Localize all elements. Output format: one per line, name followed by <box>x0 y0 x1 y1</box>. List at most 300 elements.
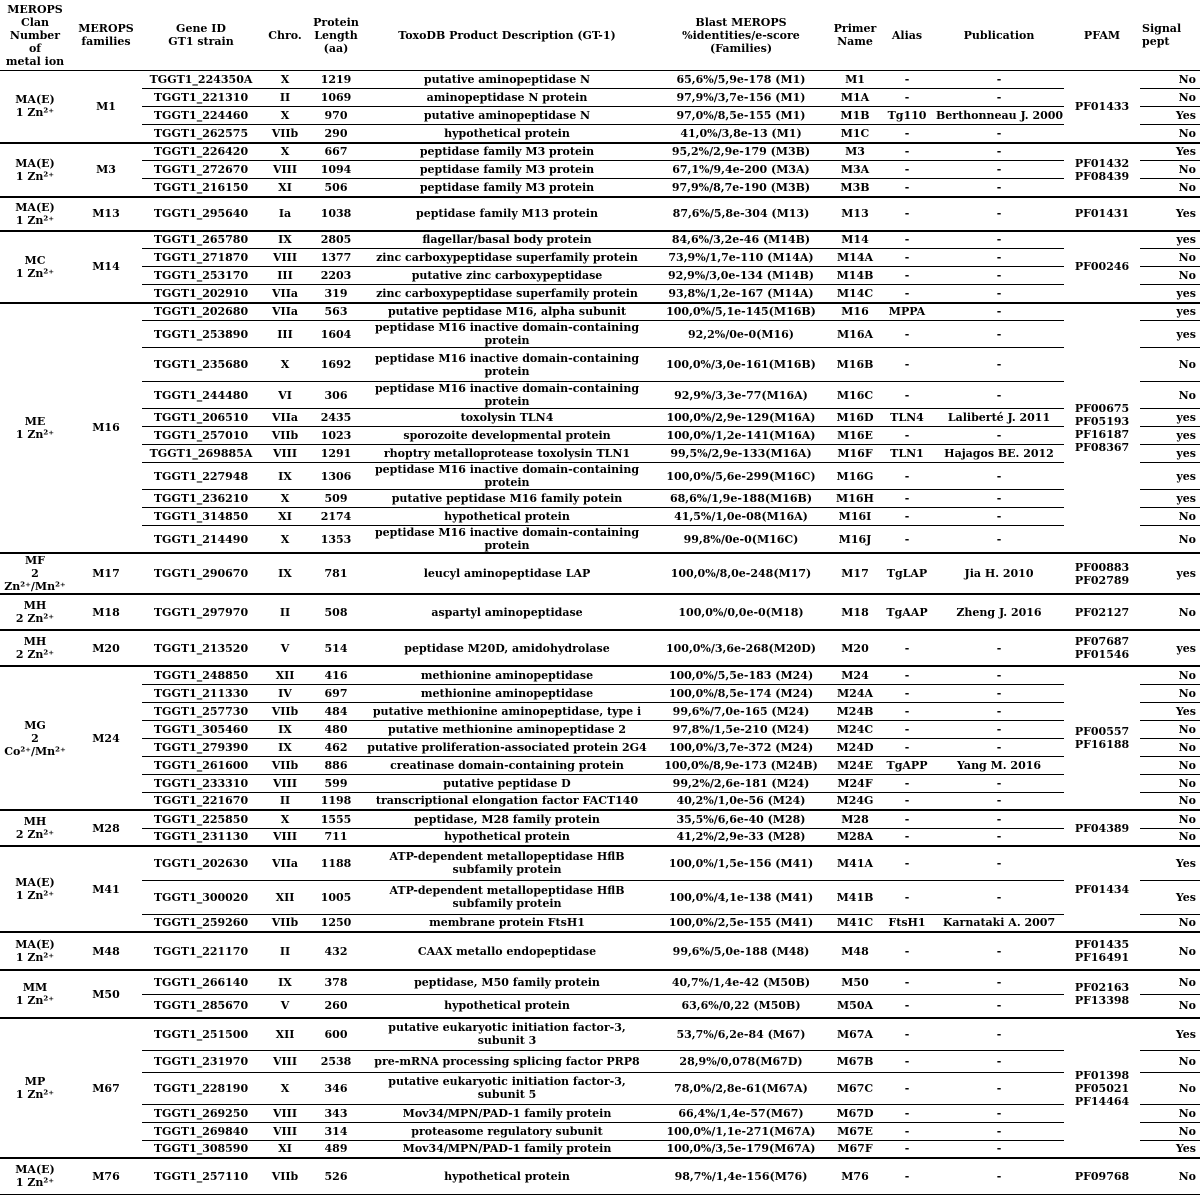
clan-line: MF <box>25 554 45 567</box>
publication-cell: - <box>934 828 1064 846</box>
publication-cell: Karnataki A. 2007 <box>934 914 1064 932</box>
description-cell: hypothetical protein <box>362 994 652 1018</box>
protein-length-cell: 1069 <box>310 89 362 107</box>
chromosome-cell: X <box>260 1072 310 1104</box>
clan-line: MA(E) <box>15 1163 55 1177</box>
gene-id-cell: TGGT1_225850 <box>142 810 260 828</box>
clan-cell <box>0 666 70 810</box>
chromosome-cell: VIIa <box>260 846 310 880</box>
gene-id-cell: TGGT1_295640 <box>142 197 260 231</box>
blast-cell: 99,8%/0e-0(M16C) <box>652 526 830 554</box>
table-row <box>0 161 1200 179</box>
table-row <box>0 970 1200 994</box>
primer-name-cell: M3A <box>830 161 880 179</box>
alias-cell: - <box>880 249 934 267</box>
description-cell: peptidase M16 inactive domain-containing protein <box>362 382 652 409</box>
description-cell: putative zinc carboxypeptidase <box>362 267 652 285</box>
gene-id-cell: TGGT1_257010 <box>142 427 260 445</box>
primer-name-cell: M24B <box>830 702 880 720</box>
gene-id-cell: TGGT1_233310 <box>142 774 260 792</box>
table-row <box>0 71 1200 89</box>
blast-cell: 97,8%/1,5e-210 (M24) <box>652 720 830 738</box>
family-cell: M48 <box>70 932 142 970</box>
table-row <box>0 1122 1200 1140</box>
alias-cell: - <box>880 1122 934 1140</box>
protein-length-cell: 1038 <box>310 197 362 231</box>
header-pfam <box>1064 0 1140 71</box>
signal-peptide-cell: No <box>1140 71 1200 89</box>
chromosome-cell: XI <box>260 1140 310 1158</box>
family-cell: M16 <box>70 303 142 554</box>
primer-name-cell: M76 <box>830 1158 880 1194</box>
clan-line: 1 Zn²⁺ <box>15 1176 55 1190</box>
blast-cell: 97,0%/8,5e-155 (M1) <box>652 107 830 125</box>
description-cell: methionine aminopeptidase <box>362 684 652 702</box>
clan-line: 1 Zn²⁺ <box>15 169 55 183</box>
alias-cell: - <box>880 526 934 554</box>
gene-id-cell: TGGT1_300020 <box>142 880 260 914</box>
chromosome-cell: VIIa <box>260 303 310 321</box>
blast-cell: 100,0%/3,7e-372 (M24) <box>652 738 830 756</box>
primer-name-cell: M1A <box>830 89 880 107</box>
blast-cell: 84,6%/3,2e-46 (M14B) <box>652 231 830 249</box>
clan-line: 1 Zn²⁺ <box>15 427 55 441</box>
signal-peptide-cell: yes <box>1140 321 1200 348</box>
publication-cell: - <box>934 1104 1064 1122</box>
signal-peptide-cell: yes <box>1140 445 1200 463</box>
pfam-cell <box>1064 846 1140 932</box>
table-row <box>0 792 1200 810</box>
description-cell: peptidase M16 inactive domain-containing protein <box>362 463 652 490</box>
header-line: (Families) <box>709 41 773 55</box>
chromosome-cell: IV <box>260 684 310 702</box>
primer-name-cell: M16I <box>830 508 880 526</box>
publication-cell: - <box>934 143 1064 161</box>
family-cell: M1 <box>70 71 142 143</box>
protein-length-cell: 2538 <box>310 1050 362 1072</box>
clan-line: MA(E) <box>15 876 55 889</box>
pfam-cell <box>1064 1158 1140 1194</box>
alias-cell: - <box>880 231 934 249</box>
clan-cell <box>0 303 70 554</box>
header-clan <box>0 0 70 71</box>
chromosome-cell: X <box>260 526 310 554</box>
header-chromosome <box>260 0 310 71</box>
chromosome-cell: VIII <box>260 1104 310 1122</box>
family-cell: M41 <box>70 846 142 932</box>
header-protein-length <box>310 0 362 71</box>
blast-cell: 100,0%/1,5e-156 (M41) <box>652 846 830 880</box>
description-cell: putative peptidase M16 family potein <box>362 490 652 508</box>
gene-id-cell: TGGT1_202680 <box>142 303 260 321</box>
header-line: Primer <box>833 22 877 35</box>
chromosome-cell: X <box>260 107 310 125</box>
table-row <box>0 932 1200 970</box>
blast-cell: 87,6%/5,8e-304 (M13) <box>652 197 830 231</box>
primer-name-cell: M24D <box>830 738 880 756</box>
header-line: families <box>81 35 131 48</box>
pfam-line: PF16187 <box>1074 427 1130 441</box>
protein-length-cell: 343 <box>310 1104 362 1122</box>
family-cell: M17 <box>70 553 142 594</box>
table-row <box>0 828 1200 846</box>
blast-cell: 78,0%/2,8e-61(M67A) <box>652 1072 830 1104</box>
alias-cell: - <box>880 143 934 161</box>
chromosome-cell: VIIb <box>260 702 310 720</box>
primer-name-cell: M13 <box>830 197 880 231</box>
publication-cell: - <box>934 810 1064 828</box>
primer-name-cell: M16C <box>830 382 880 409</box>
gene-id-cell: TGGT1_221170 <box>142 932 260 970</box>
alias-cell: - <box>880 774 934 792</box>
clan-line: 1 Zn²⁺ <box>15 266 55 280</box>
publication-cell: - <box>934 932 1064 970</box>
alias-cell: - <box>880 285 934 303</box>
description-cell: CAAX metallo endopeptidase <box>362 932 652 970</box>
publication-cell: Hajagos BE. 2012 <box>934 445 1064 463</box>
pfam-cell <box>1064 932 1140 970</box>
description-cell: putative methionine aminopeptidase 2 <box>362 720 652 738</box>
table-row <box>0 179 1200 197</box>
description-cell: ATP-dependent metallopeptidase HflB subfamily protein <box>362 846 652 880</box>
chromosome-cell: VIIa <box>260 285 310 303</box>
gene-id-cell: TGGT1_290670 <box>142 553 260 594</box>
description-cell: aspartyl aminopeptidase <box>362 594 652 630</box>
chromosome-cell: VI <box>260 382 310 409</box>
signal-peptide-cell: No <box>1140 914 1200 932</box>
protein-length-cell: 1198 <box>310 792 362 810</box>
table-row <box>0 490 1200 508</box>
description-cell: putative peptidase M16, alpha subunit <box>362 303 652 321</box>
protein-length-cell: 2203 <box>310 267 362 285</box>
header-line: (aa) <box>323 41 349 55</box>
chromosome-cell: IX <box>260 463 310 490</box>
primer-name-cell: M14 <box>830 231 880 249</box>
gene-id-cell: TGGT1_297970 <box>142 594 260 630</box>
table-row <box>0 1018 1200 1050</box>
clan-cell <box>0 594 70 630</box>
header-line: metal ion <box>5 54 65 68</box>
pfam-cell <box>1064 71 1140 143</box>
primer-name-cell: M16F <box>830 445 880 463</box>
primer-name-cell: M16H <box>830 490 880 508</box>
primer-name-cell: M3 <box>830 143 880 161</box>
description-cell: Mov34/MPN/PAD-1 family protein <box>362 1140 652 1158</box>
blast-cell: 100,0%/8,0e-248(M17) <box>652 553 830 594</box>
signal-peptide-cell: No <box>1140 970 1200 994</box>
description-cell: putative proliferation-associated protein 2G4 <box>362 738 652 756</box>
protein-length-cell: 1219 <box>310 71 362 89</box>
protein-length-cell: 1692 <box>310 348 362 382</box>
protein-length-cell: 1188 <box>310 846 362 880</box>
family-cell: M3 <box>70 143 142 197</box>
protein-length-cell: 480 <box>310 720 362 738</box>
table-row <box>0 107 1200 125</box>
protein-length-cell: 508 <box>310 594 362 630</box>
pfam-line: PF16491 <box>1074 951 1130 964</box>
alias-cell: - <box>880 792 934 810</box>
header-line: pept <box>1142 35 1170 48</box>
table-row <box>0 774 1200 792</box>
blast-cell: 68,6%/1,9e-188(M16B) <box>652 490 830 508</box>
protein-length-cell: 1306 <box>310 463 362 490</box>
signal-peptide-cell: yes <box>1140 427 1200 445</box>
header-line: ToxoDB Product Description (GT-1) <box>398 28 616 42</box>
clan-line: MA(E) <box>15 938 55 951</box>
publication-cell: - <box>934 463 1064 490</box>
pfam-line: PF16188 <box>1074 738 1130 751</box>
primer-name-cell: M67A <box>830 1018 880 1050</box>
gene-id-cell: TGGT1_244480 <box>142 382 260 409</box>
clan-line: MM <box>22 981 48 994</box>
description-cell: putative eukaryotic initiation factor-3, subunit 5 <box>362 1072 652 1104</box>
gene-id-cell: TGGT1_221310 <box>142 89 260 107</box>
clan-cell <box>0 231 70 303</box>
publication-cell: - <box>934 197 1064 231</box>
blast-cell: 41,2%/2,9e-33 (M28) <box>652 828 830 846</box>
header-line: Alias <box>891 28 923 42</box>
blast-cell: 100,0%/1,2e-141(M16A) <box>652 427 830 445</box>
table-row <box>0 684 1200 702</box>
primer-name-cell: M16J <box>830 526 880 554</box>
alias-cell: FtsH1 <box>880 914 934 932</box>
table-row <box>0 125 1200 143</box>
primer-name-cell: M3B <box>830 179 880 197</box>
pfam-line: PF00675 <box>1074 401 1130 415</box>
pfam-line: PF08439 <box>1074 169 1130 183</box>
alias-cell: - <box>880 846 934 880</box>
family-cell: M14 <box>70 231 142 303</box>
clan-cell <box>0 1018 70 1158</box>
gene-id-cell: TGGT1_266140 <box>142 970 260 994</box>
signal-peptide-cell: No <box>1140 382 1200 409</box>
publication-cell: - <box>934 89 1064 107</box>
primer-name-cell: M24A <box>830 684 880 702</box>
alias-cell: - <box>880 463 934 490</box>
publication-cell: - <box>934 249 1064 267</box>
primer-name-cell: M1C <box>830 125 880 143</box>
header-line: MEROPS <box>7 2 63 16</box>
protein-length-cell: 1377 <box>310 249 362 267</box>
signal-peptide-cell: No <box>1140 994 1200 1018</box>
signal-peptide-cell: yes <box>1140 409 1200 427</box>
pfam-line: PF05021 <box>1074 1081 1130 1095</box>
blast-cell: 100,0%/1,1e-271(M67A) <box>652 1122 830 1140</box>
gene-id-cell: TGGT1_235680 <box>142 348 260 382</box>
header-line: MEROPS <box>78 22 134 35</box>
publication-cell: - <box>934 684 1064 702</box>
chromosome-cell: VIII <box>260 1050 310 1072</box>
blast-cell: 41,5%/1,0e-08(M16A) <box>652 508 830 526</box>
blast-cell: 100,0%/8,5e-174 (M24) <box>652 684 830 702</box>
description-cell: putative peptidase D <box>362 774 652 792</box>
table-body <box>0 71 1200 1195</box>
blast-cell: 97,9%/8,7e-190 (M3B) <box>652 179 830 197</box>
header-line: Length <box>314 28 358 42</box>
primer-name-cell: M24E <box>830 756 880 774</box>
primer-name-cell: M41C <box>830 914 880 932</box>
clan-line: 2 Zn²⁺ <box>15 828 55 841</box>
table-row <box>0 508 1200 526</box>
protein-length-cell: 599 <box>310 774 362 792</box>
chromosome-cell: VIII <box>260 445 310 463</box>
table-row <box>0 720 1200 738</box>
protein-length-cell: 416 <box>310 666 362 684</box>
protein-length-cell: 1291 <box>310 445 362 463</box>
protein-length-cell: 260 <box>310 994 362 1018</box>
description-cell: peptidase family M3 protein <box>362 143 652 161</box>
blast-cell: 100,0%/5,1e-145(M16B) <box>652 303 830 321</box>
chromosome-cell: III <box>260 321 310 348</box>
gene-id-cell: TGGT1_272670 <box>142 161 260 179</box>
alias-cell: - <box>880 828 934 846</box>
chromosome-cell: XII <box>260 880 310 914</box>
chromosome-cell: Ia <box>260 197 310 231</box>
alias-cell: - <box>880 267 934 285</box>
alias-cell: - <box>880 197 934 231</box>
signal-peptide-cell: No <box>1140 348 1200 382</box>
primer-name-cell: M16D <box>830 409 880 427</box>
protein-length-cell: 319 <box>310 285 362 303</box>
protein-length-cell: 711 <box>310 828 362 846</box>
publication-cell: Zheng J. 2016 <box>934 594 1064 630</box>
description-cell: ATP-dependent metallopeptidase HflB subfamily protein <box>362 880 652 914</box>
signal-peptide-cell: No <box>1140 1104 1200 1122</box>
header-publication <box>934 0 1064 71</box>
signal-peptide-cell: No <box>1140 89 1200 107</box>
header-line: Signal <box>1142 22 1182 35</box>
blast-cell: 100,0%/2,5e-155 (M41) <box>652 914 830 932</box>
gene-id-cell: TGGT1_308590 <box>142 1140 260 1158</box>
primer-name-cell: M67F <box>830 1140 880 1158</box>
gene-id-cell: TGGT1_253170 <box>142 267 260 285</box>
alias-cell: - <box>880 1050 934 1072</box>
alias-cell: - <box>880 490 934 508</box>
family-cell: M20 <box>70 630 142 666</box>
chromosome-cell: VIII <box>260 1122 310 1140</box>
protein-length-cell: 484 <box>310 702 362 720</box>
gene-id-cell: TGGT1_221670 <box>142 792 260 810</box>
clan-line: 2 Zn²⁺/Mn²⁺ <box>4 567 66 593</box>
primer-name-cell: M18 <box>830 594 880 630</box>
protein-length-cell: 563 <box>310 303 362 321</box>
primer-name-cell: M28A <box>830 828 880 846</box>
pfam-line: PF01433 <box>1074 99 1130 113</box>
protein-length-cell: 600 <box>310 1018 362 1050</box>
gene-id-cell: TGGT1_214490 <box>142 526 260 554</box>
publication-cell: - <box>934 1018 1064 1050</box>
header-line: GT1 strain <box>168 35 234 48</box>
table-row <box>0 409 1200 427</box>
gene-id-cell: TGGT1_271870 <box>142 249 260 267</box>
signal-peptide-cell: yes <box>1140 231 1200 249</box>
publication-cell: - <box>934 321 1064 348</box>
alias-cell: - <box>880 810 934 828</box>
pfam-cell <box>1064 231 1140 303</box>
signal-peptide-cell: No <box>1140 828 1200 846</box>
blast-cell: 100,0%/3,0e-161(M16B) <box>652 348 830 382</box>
table-row <box>0 197 1200 231</box>
pfam-cell <box>1064 1018 1140 1158</box>
pfam-line: PF04389 <box>1074 821 1130 835</box>
gene-id-cell: TGGT1_227948 <box>142 463 260 490</box>
clan-line: 2 Zn²⁺ <box>15 612 55 625</box>
family-cell: M24 <box>70 666 142 810</box>
gene-id-cell: TGGT1_279390 <box>142 738 260 756</box>
signal-peptide-cell: yes <box>1140 630 1200 666</box>
signal-peptide-cell: Yes <box>1140 880 1200 914</box>
publication-cell: - <box>934 792 1064 810</box>
gene-id-cell: TGGT1_257730 <box>142 702 260 720</box>
protein-length-cell: 346 <box>310 1072 362 1104</box>
chromosome-cell: IX <box>260 720 310 738</box>
protein-length-cell: 1005 <box>310 880 362 914</box>
table-row <box>0 846 1200 880</box>
pfam-cell <box>1064 143 1140 197</box>
signal-peptide-cell: No <box>1140 1050 1200 1072</box>
alias-cell: - <box>880 508 934 526</box>
publication-cell: Jia H. 2010 <box>934 553 1064 594</box>
chromosome-cell: XI <box>260 508 310 526</box>
blast-cell: 100,0%/4,1e-138 (M41) <box>652 880 830 914</box>
protein-length-cell: 781 <box>310 553 362 594</box>
header-families <box>70 0 142 71</box>
table-row <box>0 756 1200 774</box>
blast-cell: 97,9%/3,7e-156 (M1) <box>652 89 830 107</box>
description-cell: peptidase family M3 protein <box>362 161 652 179</box>
clan-line: 1 Zn²⁺ <box>15 889 55 902</box>
alias-cell: - <box>880 1140 934 1158</box>
description-cell: peptidase M16 inactive domain-containing protein <box>362 348 652 382</box>
chromosome-cell: II <box>260 594 310 630</box>
header-line: Gene ID <box>176 22 226 35</box>
chromosome-cell: XII <box>260 666 310 684</box>
alias-cell: - <box>880 382 934 409</box>
protein-length-cell: 1353 <box>310 526 362 554</box>
alias-cell: - <box>880 738 934 756</box>
clan-line: MA(E) <box>15 93 55 107</box>
primer-name-cell: M16E <box>830 427 880 445</box>
header-line: Chro. <box>268 28 302 42</box>
gene-id-cell: TGGT1_253890 <box>142 321 260 348</box>
clan-line: 2 Zn²⁺ <box>15 648 55 661</box>
alias-cell: TgLAP <box>880 553 934 594</box>
publication-cell: - <box>934 702 1064 720</box>
clan-cell <box>0 970 70 1018</box>
gene-id-cell: TGGT1_224350A <box>142 71 260 89</box>
clan-cell <box>0 553 70 594</box>
clan-line: ME <box>24 414 46 428</box>
alias-cell: - <box>880 125 934 143</box>
alias-cell: - <box>880 1104 934 1122</box>
description-cell: peptidase M20D, amidohydrolase <box>362 630 652 666</box>
signal-peptide-cell: No <box>1140 792 1200 810</box>
pfam-line: PF05193 <box>1074 414 1130 428</box>
clan-line: MH <box>23 815 47 828</box>
alias-cell: - <box>880 720 934 738</box>
chromosome-cell: X <box>260 490 310 508</box>
chromosome-cell: X <box>260 143 310 161</box>
clan-line: MA(E) <box>15 156 55 170</box>
chromosome-cell: IX <box>260 970 310 994</box>
primer-name-cell: M14C <box>830 285 880 303</box>
blast-cell: 100,0%/3,6e-268(M20D) <box>652 630 830 666</box>
header-line: Number of <box>9 28 61 55</box>
alias-cell: - <box>880 89 934 107</box>
alias-cell: - <box>880 970 934 994</box>
chromosome-cell: VIIb <box>260 1158 310 1194</box>
family-cell: M28 <box>70 810 142 846</box>
